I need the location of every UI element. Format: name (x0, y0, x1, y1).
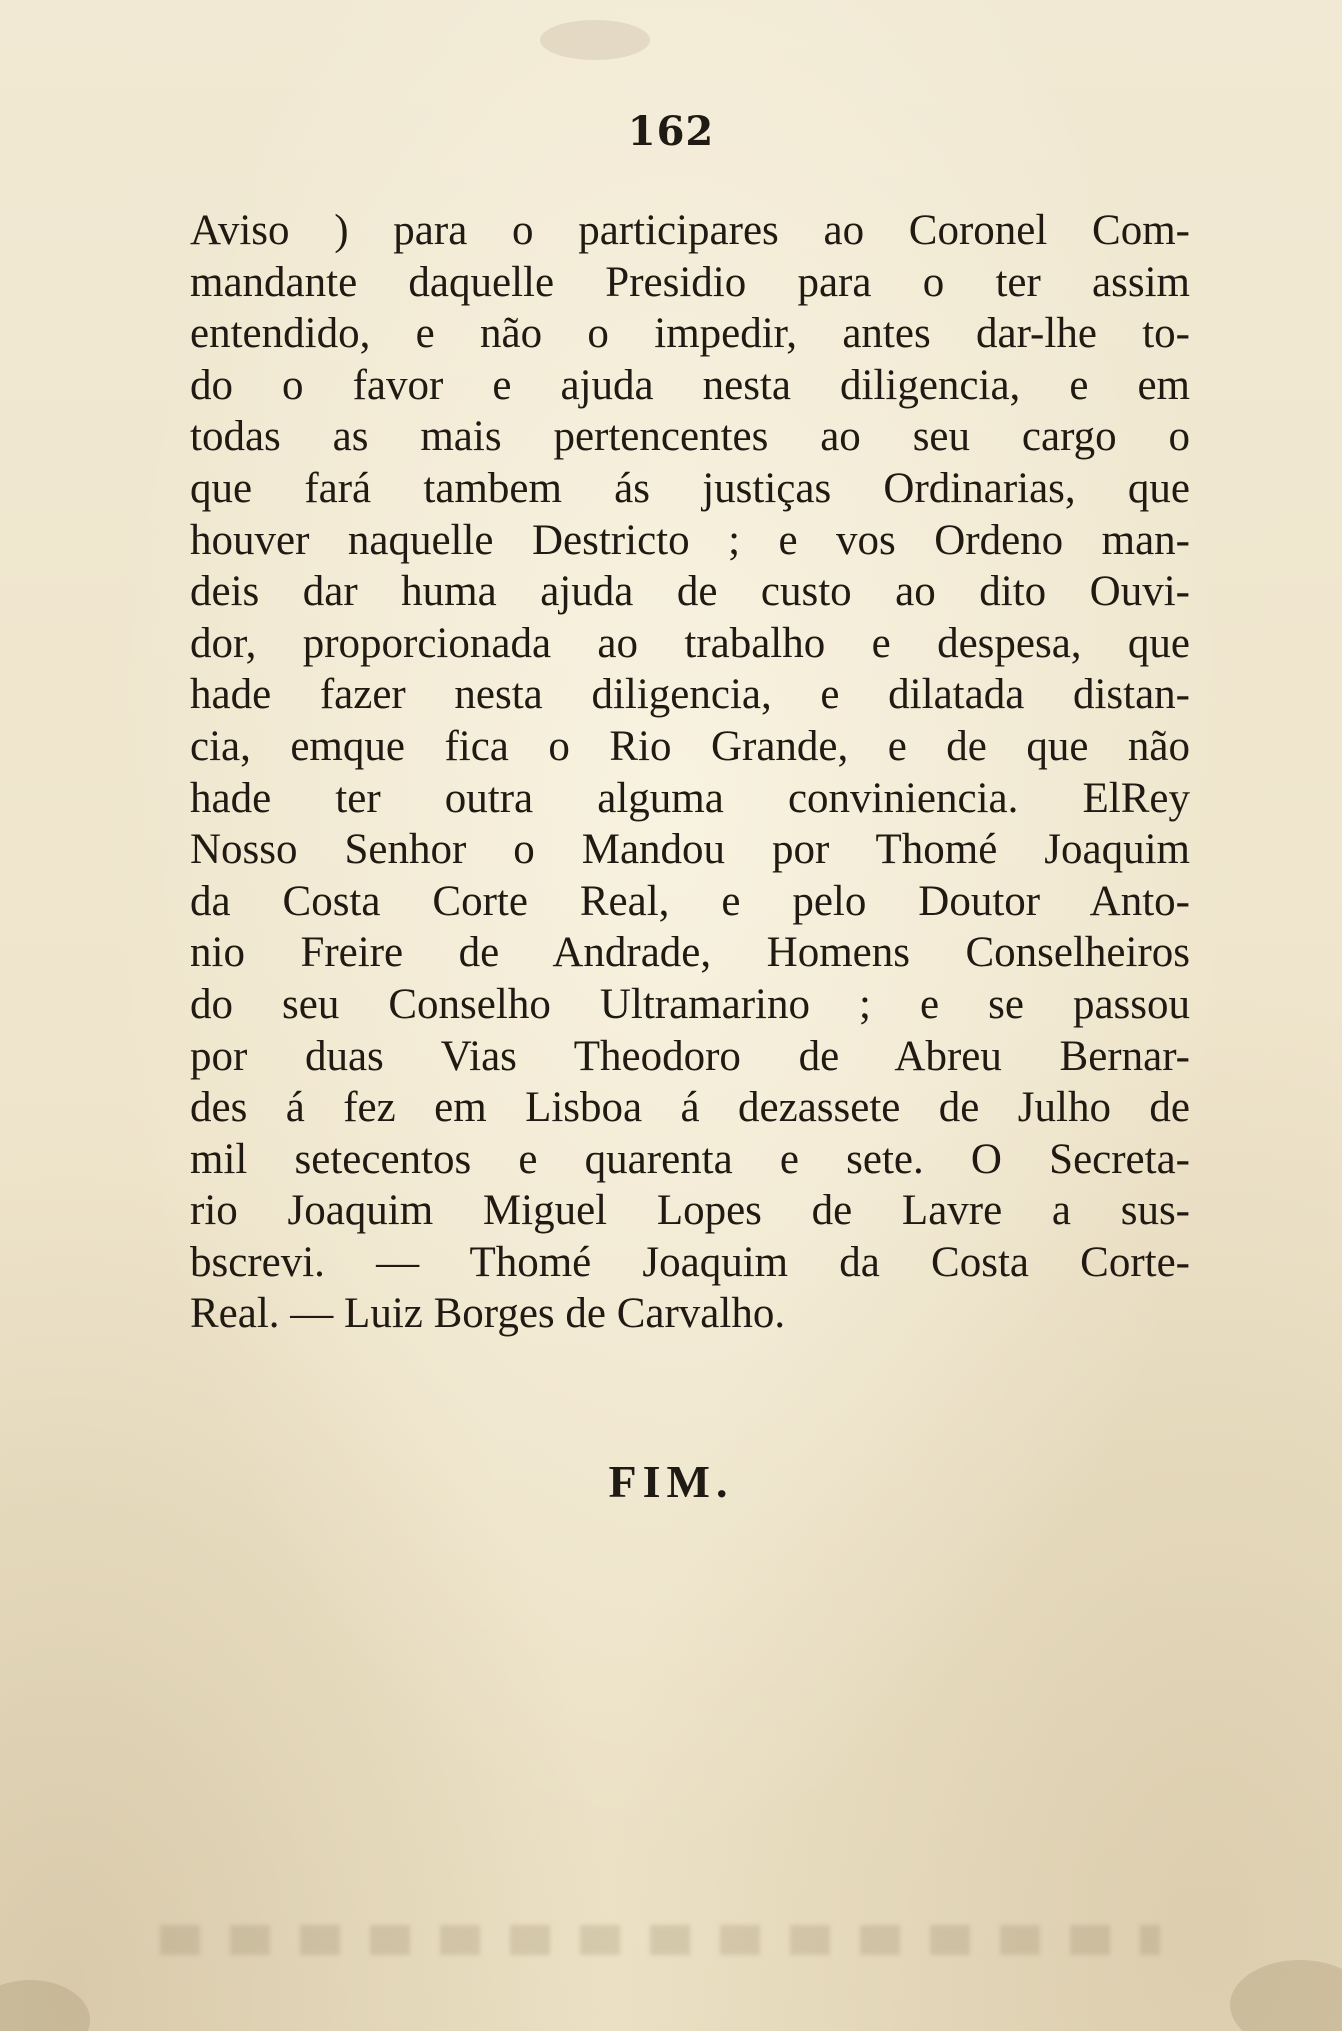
text-line: que fará tambem ás justiças Ordinarias, que (190, 464, 1190, 512)
text-line: houver naquelle Destricto ; e vos Ordeno man- (190, 516, 1190, 564)
text-line: mil setecentos e quarenta e sete. O Secreta- (190, 1135, 1190, 1183)
paper-stain (540, 20, 650, 60)
paper-stain (0, 1980, 90, 2031)
text-line: do o favor e ajuda nesta diligencia, e em (190, 361, 1190, 409)
text-line: entendido, e não o impedir, antes dar-lhe to- (190, 310, 1190, 358)
text-line: hade fazer nesta diligencia, e dilatada distan- (190, 671, 1190, 719)
text-line: rio Joaquim Miguel Lopes de Lavre a sus- (190, 1187, 1190, 1235)
paper-stain (1230, 1960, 1342, 2031)
text-line: Real. — Luiz Borges de Carvalho. (190, 1290, 786, 1338)
text-line: hade ter outra alguma conviniencia. ElRey (190, 774, 1190, 822)
text-line: da Costa Corte Real, e pelo Doutor Anto- (190, 877, 1190, 925)
text-line: nio Freire de Andrade, Homens Conselheiros (190, 929, 1190, 977)
text-line: por duas Vias Theodoro de Abreu Bernar- (190, 1032, 1190, 1080)
text-line: bscrevi. — Thomé Joaquim da Costa Corte- (190, 1238, 1190, 1286)
page-number: 162 (627, 108, 715, 155)
text-line: deis dar huma ajuda de custo ao dito Ouvi- (190, 568, 1190, 616)
text-line: mandante daquelle Presidio para o ter assim (190, 258, 1190, 306)
body-text (190, 205, 1190, 1340)
text-line: todas as mais pertencentes ao seu cargo o (190, 413, 1190, 461)
text-line: do seu Conselho Ultramarino ; e se passou (190, 980, 1190, 1028)
text-line: Nosso Senhor o Mandou por Thomé Joaquim (190, 826, 1190, 874)
closing-word: FIM. (608, 1456, 734, 1507)
bleed-through-text (160, 1925, 1160, 1955)
text-line: dor, proporcionada ao trabalho e despesa, que (190, 619, 1190, 667)
text-line: Aviso ) para o participares ao Coronel Com- (190, 207, 1190, 254)
text-line: cia, emque fica o Rio Grande, e de que não (190, 722, 1190, 770)
text-line: des á fez em Lisboa á dezassete de Julho de (190, 1084, 1190, 1132)
